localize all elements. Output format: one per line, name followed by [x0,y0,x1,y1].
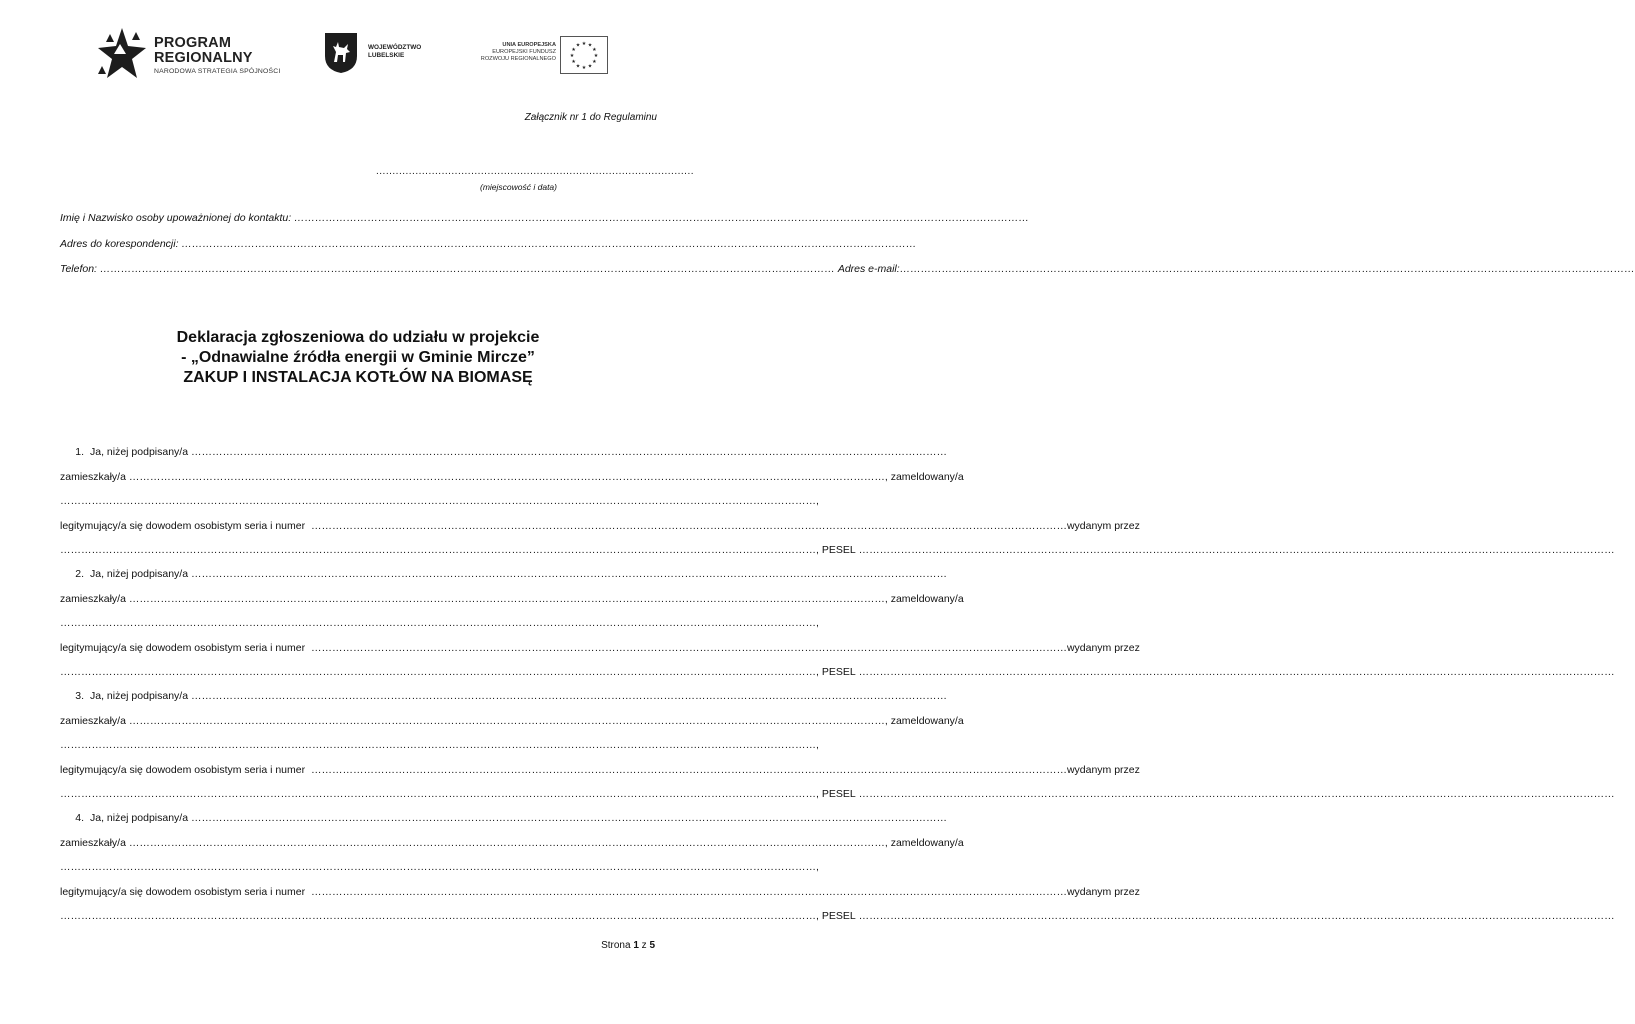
residence-field[interactable] [129,837,885,849]
issued-by-label: wydanym przez [1066,763,1140,776]
page-number [601,940,655,951]
id-document-label: legitymujący/a się dowodem osobistym seria i numer [60,763,306,776]
svg-text:★: ★ [592,59,597,65]
title-line2: - „Odnawialne źródła energii w Gminie Mircze” [181,349,535,366]
comma-label: , [816,617,819,629]
program-regionalny-logo [96,26,296,86]
registered-label: , zameldowany/a [884,592,964,605]
residence-field[interactable] [129,715,885,727]
contact-email-label: Adres e-mail: [837,263,900,275]
svg-text:★: ★ [593,53,599,59]
contact-phone-field[interactable] [100,263,835,275]
contact-phone-label: Telefon: [60,263,97,275]
pesel-label: , PESEL [816,544,856,556]
id-document-label: legitymujący/a się dowodem osobistym seria i numer [60,519,306,532]
svg-text:★: ★ [575,63,581,70]
of-word: z [641,940,647,951]
issuer-field[interactable] [60,910,816,922]
page-word: Strona [601,940,631,951]
resident-label: zamieszkały/a [60,714,126,727]
person-2-row-5 [60,666,856,678]
person-4-row-3 [60,861,819,873]
person-1-row-3 [60,495,819,507]
person-2-row-2 [60,592,964,605]
title-line3: ZAKUP I INSTALACJA KOTŁÓW NA BIOMASĘ [183,369,533,386]
person-4-row-5 [60,910,856,922]
person-1-row-5 [60,544,856,556]
person-number: 3. [75,690,84,702]
eu-logo-text [452,42,556,62]
resident-label: zamieszkały/a [60,836,126,849]
full-name-field[interactable] [191,446,947,458]
residence-field[interactable] [129,471,885,483]
program-logo-line3: NARODOWA STRATEGIA SPÓJNOŚCI [154,68,281,75]
title-line1: Deklaracja zgłoszeniowa do udziału w projekcie [176,329,540,346]
eu-logo [452,36,612,76]
registration-address-field[interactable] [60,861,816,873]
program-logo-line2: REGIONALNY [154,50,253,66]
person-number: 1. [75,446,84,458]
person-2-row-1 [60,568,656,580]
registration-address-field[interactable] [60,617,816,629]
eu-flag-icon [560,36,608,74]
signed-label: Ja, niżej podpisany/a [90,690,189,702]
place-date-caption: (miejscowość i data) [480,182,557,192]
contact-name-field[interactable] [294,212,1029,224]
region-logo-line1: WOJEWÓDZTWO [368,44,422,51]
person-number: 2. [75,568,84,580]
full-name-field[interactable] [191,690,947,702]
wojewodztwo-lubelskie-logo [324,32,434,76]
person-1-row-1 [60,446,656,458]
svg-text:★: ★ [575,42,581,49]
person-4-row-4 [60,885,1140,898]
pesel-label: , PESEL [816,910,856,922]
place-date-field[interactable]: ................................................................................................. [376,166,694,177]
eu-logo-line1: UNIA EUROPEJSKA [502,42,556,48]
registered-label: , zameldowany/a [884,836,964,849]
svg-text:★: ★ [581,41,587,47]
resident-label: zamieszkały/a [60,470,126,483]
issued-by-label: wydanym przez [1066,641,1140,654]
id-number-field[interactable] [311,886,1067,898]
issuer-field[interactable] [60,544,816,556]
registration-address-field[interactable] [60,495,816,507]
pesel-field[interactable] [859,544,1615,556]
svg-text:★: ★ [571,59,576,65]
registered-label: , zameldowany/a [884,470,964,483]
pesel-field[interactable] [859,910,1615,922]
contact-email-field[interactable] [900,263,1635,275]
person-3-row-4 [60,763,1140,776]
region-logo-text [368,44,421,60]
comma-label: , [816,861,819,873]
program-logo-text [154,36,280,75]
annex-note: Załącznik nr 1 do Regulaminu [524,112,657,123]
star-logo-icon [96,26,148,84]
comma-label: , [816,739,819,751]
deer-shield-icon [324,32,358,74]
pesel-field[interactable] [859,788,1615,800]
person-4-row-2 [60,836,964,849]
full-name-field[interactable] [191,812,947,824]
svg-text:★: ★ [587,63,593,70]
id-number-field[interactable] [311,520,1067,532]
region-logo-line2: LUBELSKIE [368,52,405,59]
eu-logo-line3: ROZWOJU REGIONALNEGO [480,55,556,62]
issued-by-label: wydanym przez [1066,519,1140,532]
signed-label: Ja, niżej podpisany/a [90,446,189,458]
issued-by-label: wydanym przez [1066,885,1140,898]
id-number-field[interactable] [311,764,1067,776]
issuer-field[interactable] [60,788,816,800]
document-title [60,328,656,388]
contact-name-label: Imię i Nazwisko osoby upoważnionej do kontaktu: [60,212,292,224]
full-name-field[interactable] [191,568,947,580]
person-2-row-3 [60,617,819,629]
person-2-row-4 [60,641,1140,654]
id-document-label: legitymujący/a się dowodem osobistym seria i numer [60,885,306,898]
svg-text:★: ★ [592,47,597,53]
svg-text:★: ★ [587,42,593,49]
person-4-row-1 [60,812,656,824]
contact-address-field[interactable] [181,238,916,250]
eu-logo-line2: EUROPEJSKI FUNDUSZ [492,48,556,55]
contact-address-row [60,238,656,250]
svg-text:★: ★ [571,47,576,53]
contact-name-row [60,212,656,224]
person-1-row-2 [60,470,964,483]
registration-address-field[interactable] [60,739,816,751]
current-page: 1 [633,940,639,951]
contact-phone-email-row [60,263,900,275]
id-document-label: legitymujący/a się dowodem osobistym seria i numer [60,641,306,654]
comma-label: , [816,495,819,507]
person-number: 4. [75,812,84,824]
pesel-field[interactable] [859,666,1615,678]
id-number-field[interactable] [311,642,1067,654]
contact-address-label: Adres do korespondencji: [60,238,179,250]
issuer-field[interactable] [60,666,816,678]
person-3-row-5 [60,788,856,800]
person-1-row-4 [60,519,1140,532]
program-logo-line1: PROGRAM [154,35,232,51]
person-3-row-3 [60,739,819,751]
svg-text:★: ★ [569,53,575,59]
resident-label: zamieszkały/a [60,592,126,605]
svg-text:★: ★ [581,65,587,71]
total-pages: 5 [649,940,655,951]
person-3-row-2 [60,714,964,727]
pesel-label: , PESEL [816,666,856,678]
pesel-label: , PESEL [816,788,856,800]
signed-label: Ja, niżej podpisany/a [90,812,189,824]
signed-label: Ja, niżej podpisany/a [90,568,189,580]
person-3-row-1 [60,690,656,702]
registered-label: , zameldowany/a [884,714,964,727]
residence-field[interactable] [129,593,885,605]
